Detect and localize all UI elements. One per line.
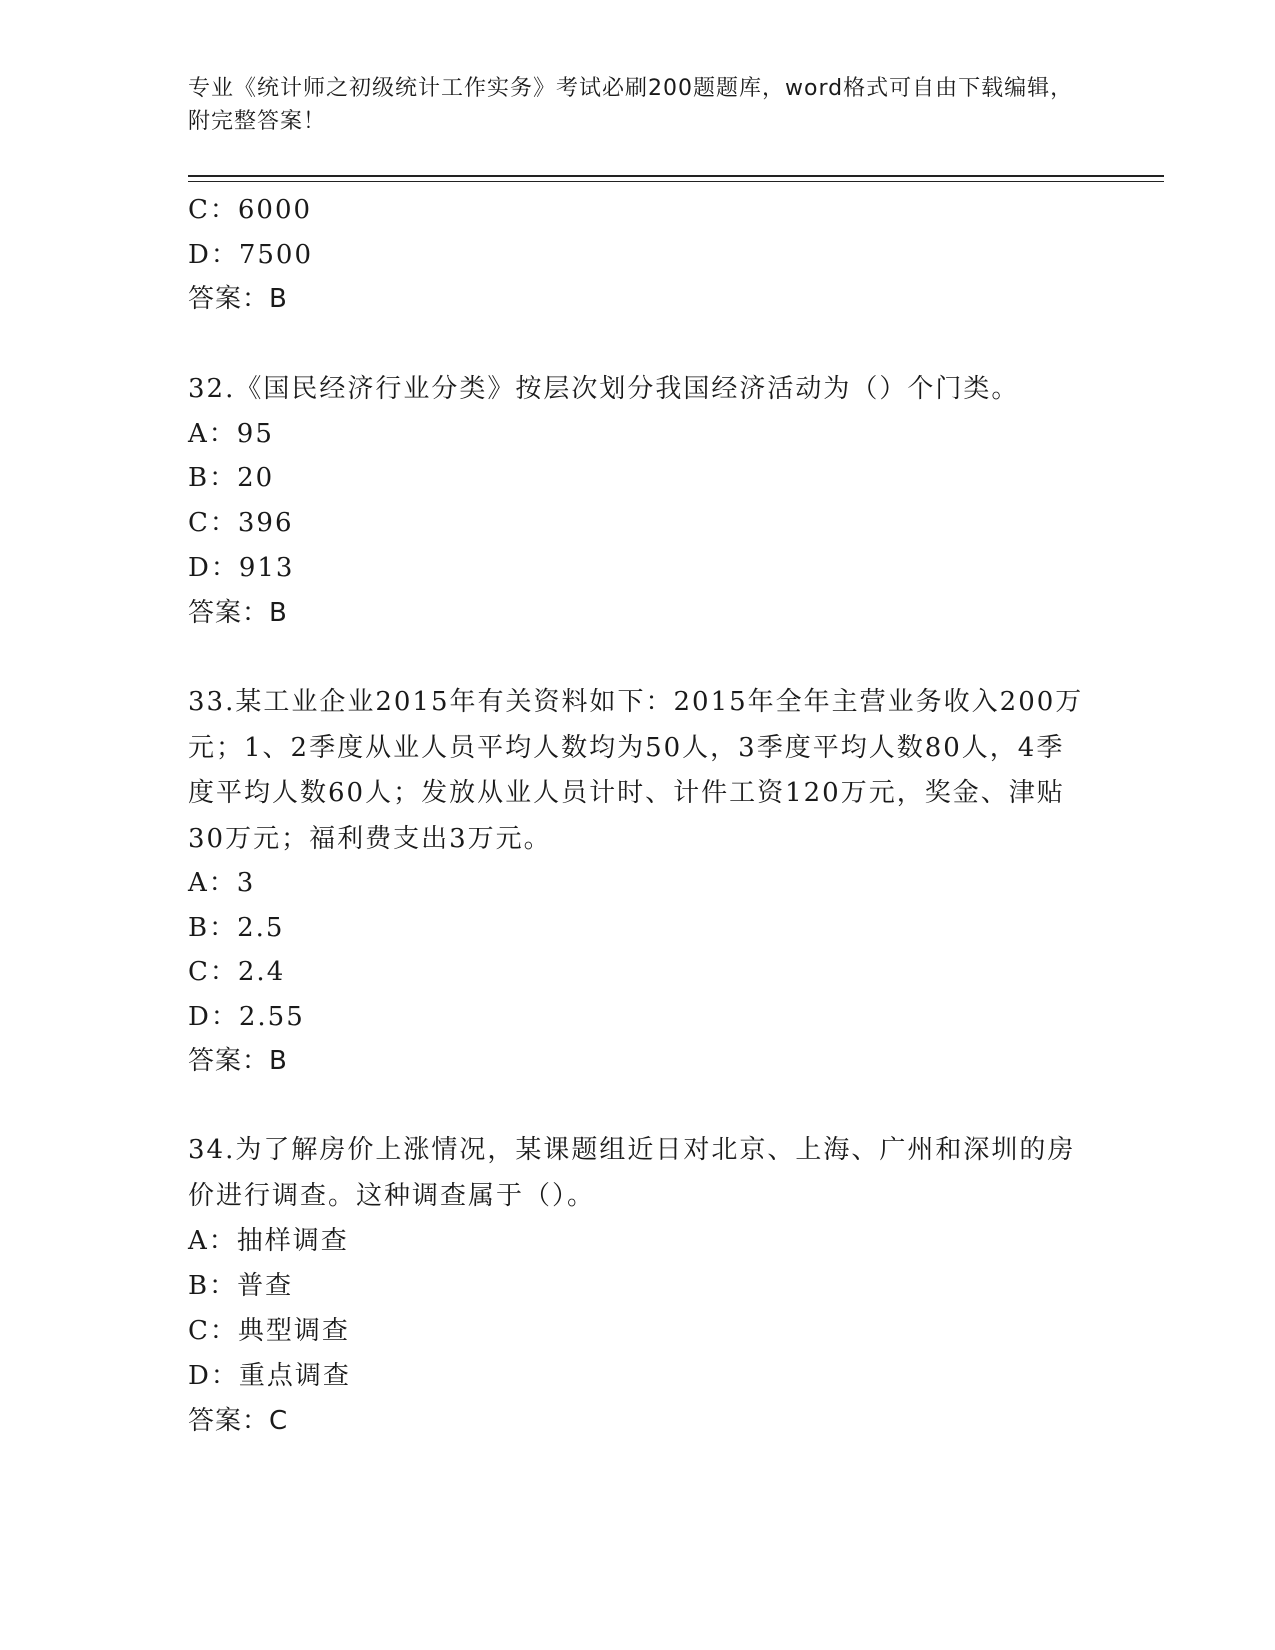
q32-option-b: B：20 <box>188 463 275 493</box>
q34-option-d: D：重点调查 <box>188 1361 351 1391</box>
q33-option-b: B：2.5 <box>188 913 285 943</box>
q33-question: 33.某工业企业2015年有关资料如下：2015年全年主营业务收入200万元；1、2季度从业人员平均人数均为50人，3季度平均人数80人，4季度平均人数60人；发放从业人员计时、计件工资120万元，奖金、津贴30万元；福利费支出3万元。 <box>188 687 1084 854</box>
q33-answer: 答案：B <box>188 1046 288 1076</box>
header-rule-thin <box>188 181 1164 182</box>
q32-option-c: C：396 <box>188 508 294 538</box>
q34-option-b: B：普查 <box>188 1271 294 1301</box>
q31-answer: 答案：B <box>188 284 288 314</box>
q34-question: 34.为了解房价上涨情况，某课题组近日对北京、上海、广州和深圳的房价进行调查。这种调查属于（）。 <box>188 1135 1076 1211</box>
q31-option-c: C：6000 <box>188 195 313 225</box>
q32-question: 32.《国民经济行业分类》按层次划分我国经济活动为（）个门类。 <box>188 374 1020 404</box>
q34-option-a: A：抽样调查 <box>188 1226 349 1256</box>
q32-option-d: D：913 <box>188 553 295 583</box>
q32-answer: 答案：B <box>188 598 288 628</box>
q34-answer: 答案：C <box>188 1406 289 1436</box>
q33-option-d: D：2.55 <box>188 1002 305 1032</box>
q34-option-c: C：典型调查 <box>188 1316 350 1346</box>
q31-option-d: D：7500 <box>188 240 314 270</box>
q33-option-c: C：2.4 <box>188 957 286 987</box>
q32-option-a: A：95 <box>188 419 274 449</box>
header-rule-thick <box>188 175 1164 177</box>
q33-option-a: A：3 <box>188 868 256 898</box>
document-header: 专业《统计师之初级统计工作实务》考试必刷200题题库，word格式可自由下载编辑，附完整答案！ <box>188 76 1074 134</box>
